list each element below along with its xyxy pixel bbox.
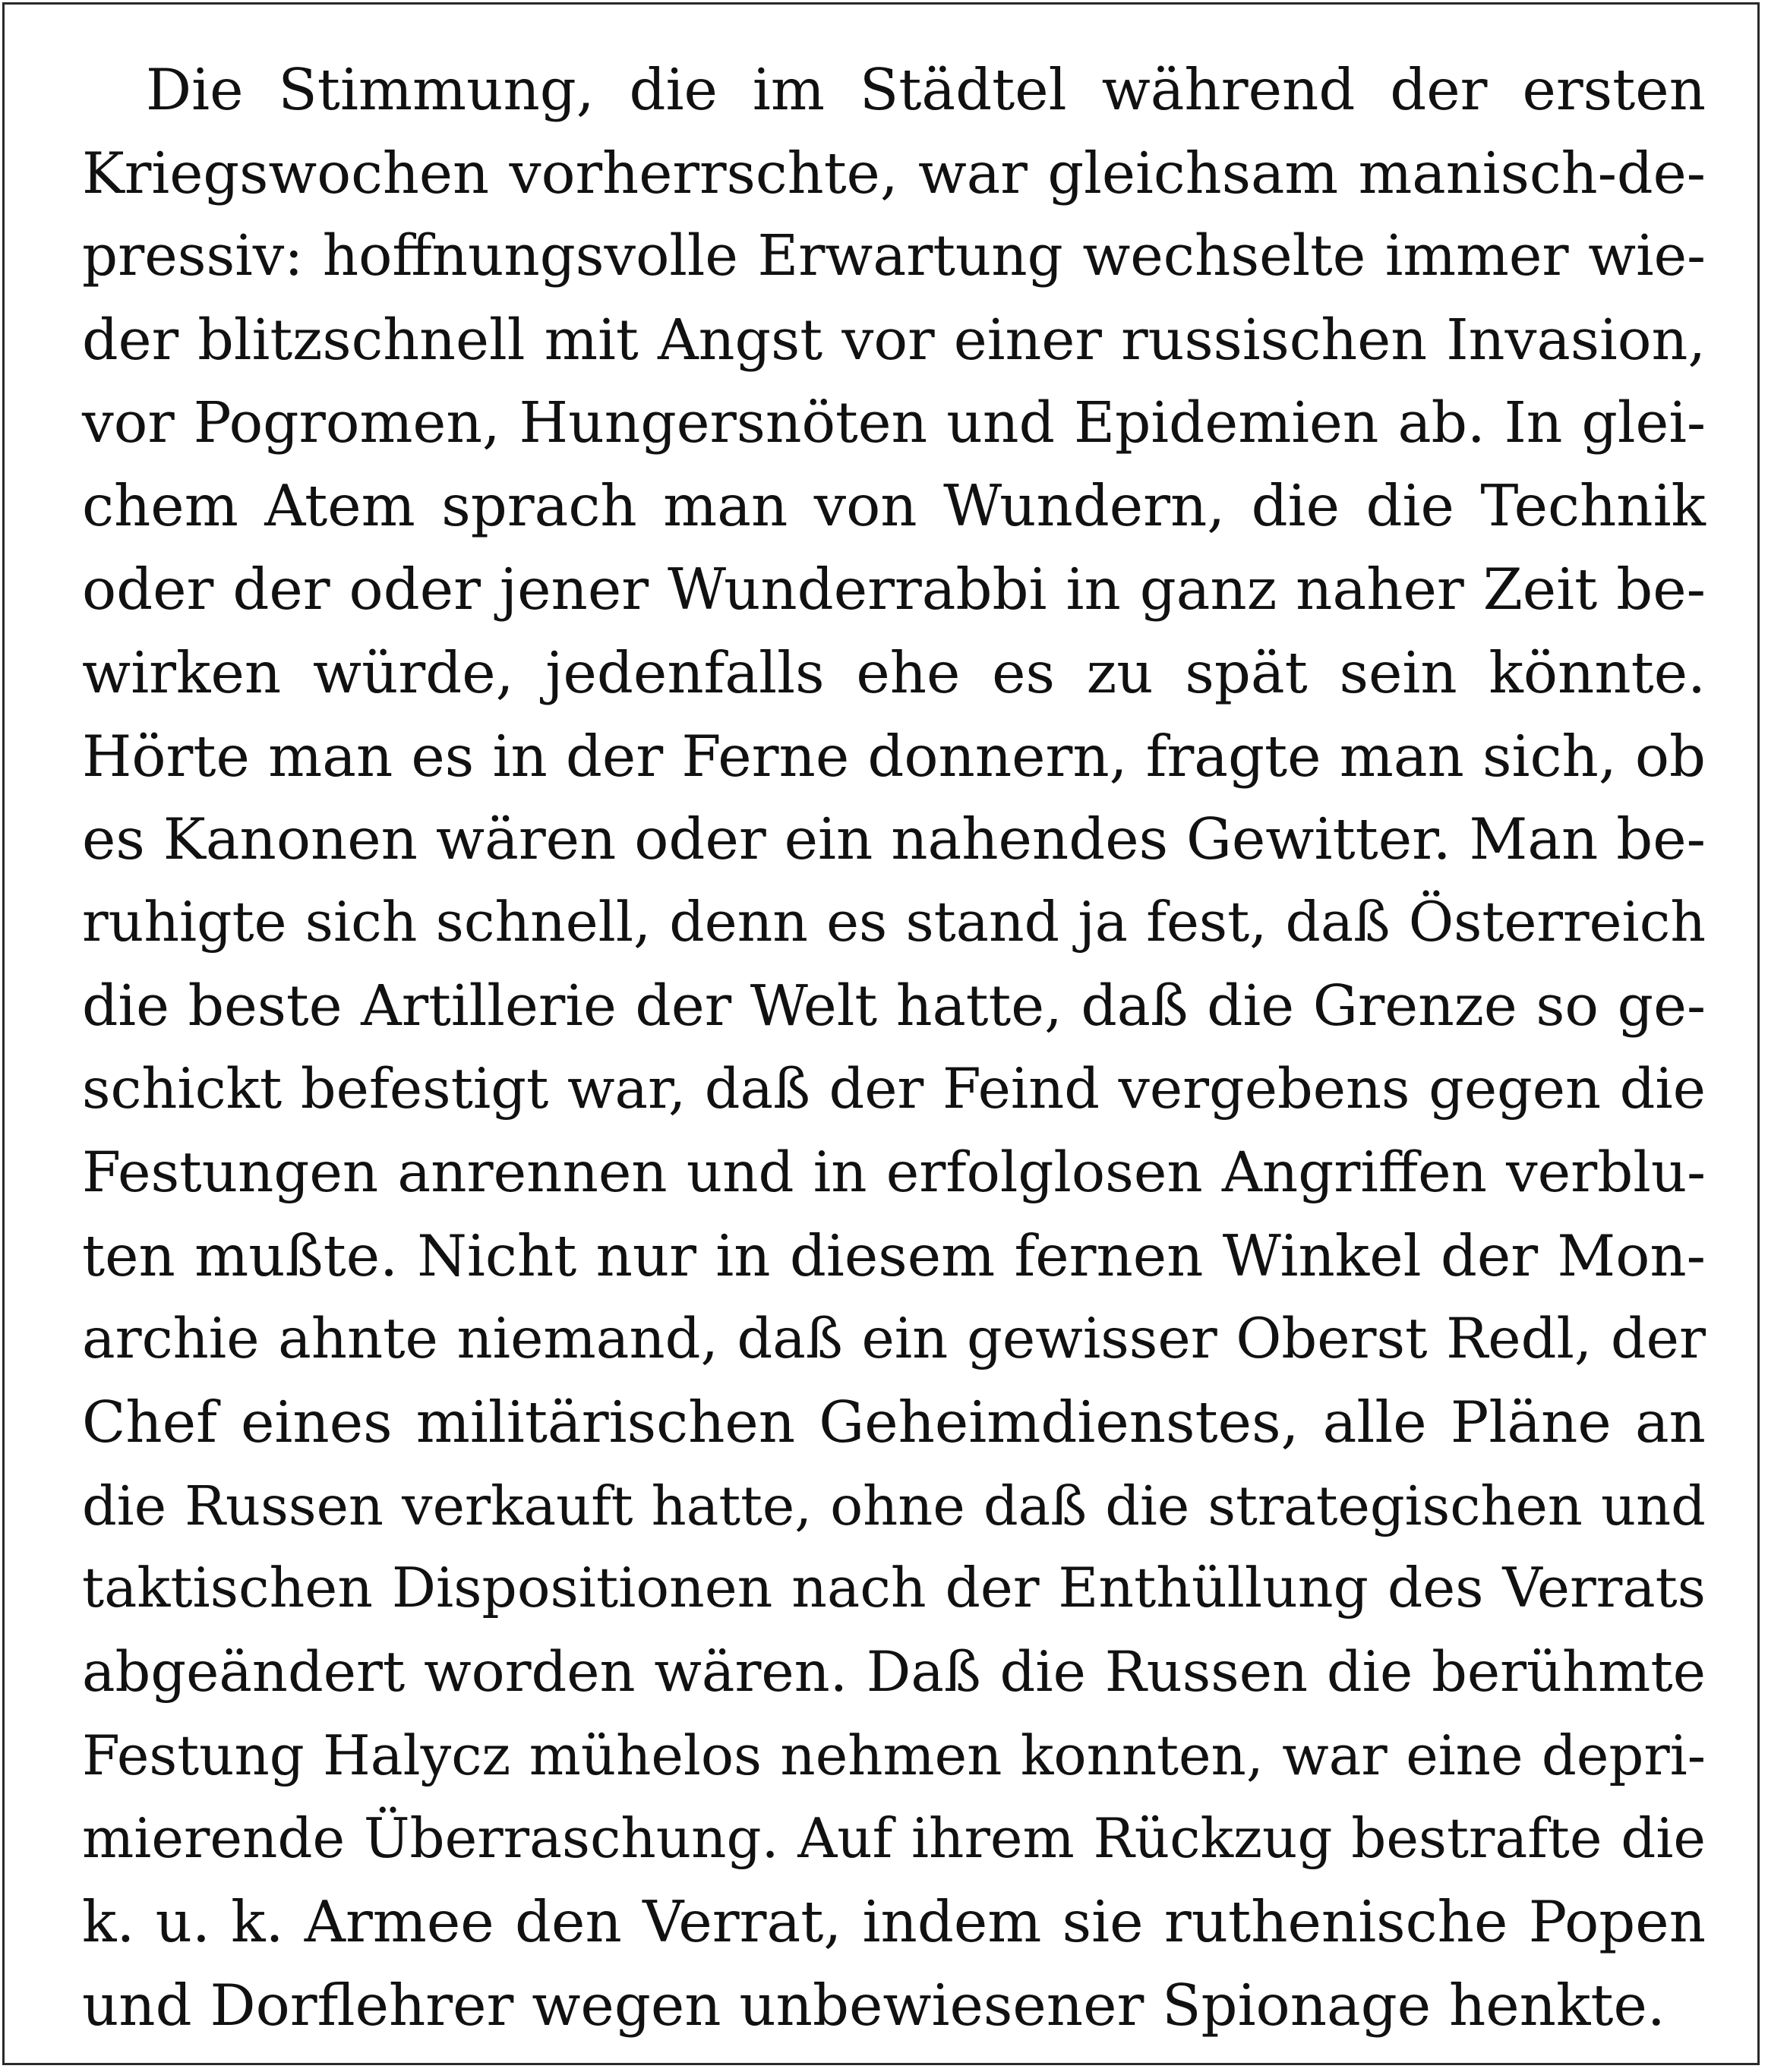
paragraph [82,49,1706,2048]
text-line: die Russen verkauft hatte, ohne daß die strategischen und [82,1474,1706,1537]
text-line: es Kanonen wären oder ein nahendes Gewitter. Man be- [82,806,1706,873]
text-line: Festung Halycz mühelos nehmen konnten, war eine depri- [82,1723,1706,1787]
page-frame [2,2,1760,2065]
text-line: oder der oder jener Wunderrabbi in ganz naher Zeit be- [82,556,1706,623]
text-line: wirken würde, jedenfalls ehe es zu spät sein könnte. [82,639,1706,706]
text-line: pressiv: hoffnungsvolle Erwartung wechselte immer wie- [82,224,1706,289]
text-line: und Dorflehrer wegen unbewiesener Spionage henkte. [82,1971,1665,2039]
text-line: ruhigte sich schnell, denn es stand ja fest, daß Österreich [82,890,1706,954]
text-line: der blitzschnell mit Angst vor einer russischen Invasion, [82,307,1706,374]
text-line: archie ahnte niemand, daß ein gewisser Oberst Redl, der [82,1307,1706,1372]
text-line: chem Atem sprach man von Wundern, die die Technik [82,472,1706,540]
text-line: Die Stimmung, die im Städtel während der ersten [146,56,1706,123]
text-line: schickt befestigt war, daß der Feind vergebens gegen die [82,1057,1706,1122]
text-line: taktischen Dispositionen nach der Enthüllung des Verrats [82,1556,1706,1621]
text-line: Kriegswochen vorherrschte, war gleichsam manisch-de- [82,140,1706,207]
text-line: k. u. k. Armee den Verrat, indem sie ruthenische Popen [82,1888,1706,1956]
text-line: Festungen anrennen und in erfolglosen Angriffen verblu- [82,1140,1706,1205]
text-line: abgeändert worden wären. Daß die Russen die berühmte [82,1640,1706,1705]
text-line: Chef eines militärischen Geheimdienstes, alle Pläne an [82,1389,1706,1455]
text-line: Hörte man es in der Ferne donnern, fragte man sich, ob [82,722,1706,790]
text-line: die beste Artillerie der Welt hatte, daß die Grenze so ge- [82,973,1706,1039]
text-line: mierende Überraschung. Auf ihrem Rückzug bestrafte die [82,1806,1706,1871]
text-line: vor Pogromen, Hungersnöten und Epidemien ab. In glei- [82,389,1706,456]
text-line: ten mußte. Nicht nur in diesem fernen Winkel der Mon- [82,1222,1706,1289]
